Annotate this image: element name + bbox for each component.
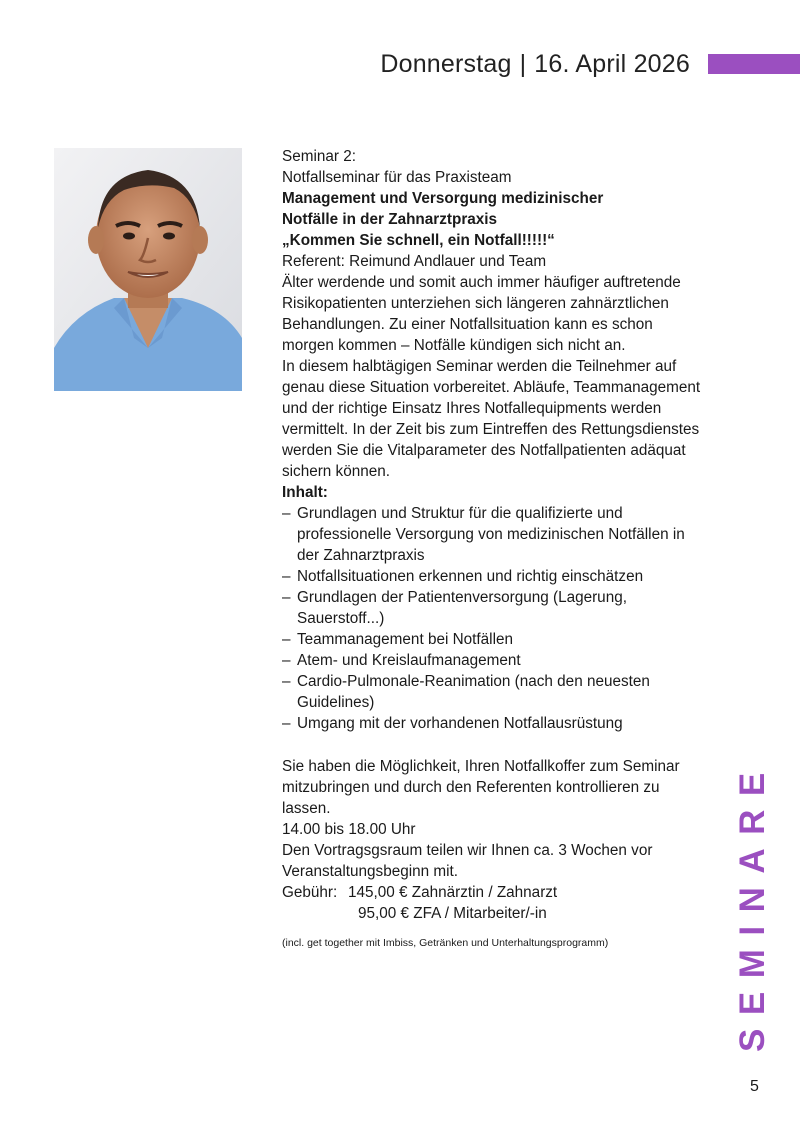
page-number: 5: [750, 1078, 759, 1095]
list-item: – Cardio-Pulmonale-Reanimation (nach den neuesten Guidelines): [282, 671, 702, 713]
list-item: – Grundlagen der Patientenversorgung (Lagerung, Sauerstoff...): [282, 587, 702, 629]
fee-line-1: 145,00 € Zahnärztin / Zahnarzt: [348, 884, 558, 901]
list-item: – Atem- und Kreislaufmanagement: [282, 650, 702, 671]
inhalt-list: [282, 503, 702, 734]
header-weekday: Donnerstag: [380, 50, 512, 78]
seminar-title-line2: Notfälle in der Zahnarztpraxis: [282, 211, 498, 228]
seminar-title-line1: Management und Versorgung medizinischer: [282, 190, 604, 207]
fee-footnote: (incl. get together mit Imbiss, Getränken und Unterhaltungsprogramm): [282, 937, 609, 949]
seminar-note: Sie haben die Möglichkeit, Ihren Notfallkoffer zum Seminar mitzubringen und durch den Referenten kontrollieren zu lassen.: [282, 758, 680, 817]
seminar-info: [282, 819, 702, 882]
speaker-portrait-photo: [54, 148, 242, 391]
fee-label: Gebühr:: [282, 884, 338, 901]
list-item: – Umgang mit der vorhandenen Notfallausrüstung: [282, 713, 702, 734]
seminar-speaker: Referent: Reimund Andlauer und Team: [282, 253, 547, 270]
seminar-title: [282, 188, 702, 230]
seminar-body-2: In diesem halbtägigen Seminar werden die Teilnehmer auf genau diese Situation vorbereitet. Abläufe, Teammanagement und der richtige Einsatz Ihres Notfallequipments werden vermittelt. In der Zeit bis zum Eintreffen des Rettungsdienstes werden Sie die Vitalparameter des Notfallpatienten adäquat sichern können.: [282, 358, 701, 480]
list-item: – Notfallsituationen erkennen und richtig einschätzen: [282, 566, 702, 587]
seminar-time: 14.00 bis 18.00 Uhr: [282, 821, 416, 838]
seminar-body-1: Älter werdende und somit auch immer häufiger auftretende Risikopatienten unterziehen sich längeren zahnärztlichen Behandlungen. Zu einer Notfallsituation kann es schon morgen kommen – Notfälle kündigen sich nicht an.: [282, 274, 681, 354]
seminar-subtitle: Notfallseminar für das Praxisteam: [282, 169, 512, 186]
list-item: – Teammanagement bei Notfällen: [282, 629, 702, 650]
list-item: – Grundlagen und Struktur für die qualifizierte und professionelle Versorgung von medizinischen Notfällen in der Zahnarztpraxis: [282, 503, 702, 566]
seminar-content: [282, 146, 702, 950]
inhalt-label: Inhalt:: [282, 484, 328, 501]
header-date-value: 16. April 2026: [534, 50, 690, 78]
header-separator: |: [519, 50, 527, 78]
seminar-quote: „Kommen Sie schnell, ein Notfall!!!!!“: [282, 232, 555, 249]
accent-bar: [708, 54, 800, 74]
seminar-number: Seminar 2:: [282, 148, 356, 165]
fee-line-2: 95,00 € ZFA / Mitarbeiter/-in: [358, 905, 547, 922]
header-date: [380, 50, 690, 79]
side-label-seminare: SEMINARE: [733, 759, 772, 1052]
fee-block: [282, 882, 702, 924]
seminar-room-note: Den Vortragsgsraum teilen wir Ihnen ca. 3 Wochen vor Veranstaltungsbeginn mit.: [282, 842, 653, 880]
